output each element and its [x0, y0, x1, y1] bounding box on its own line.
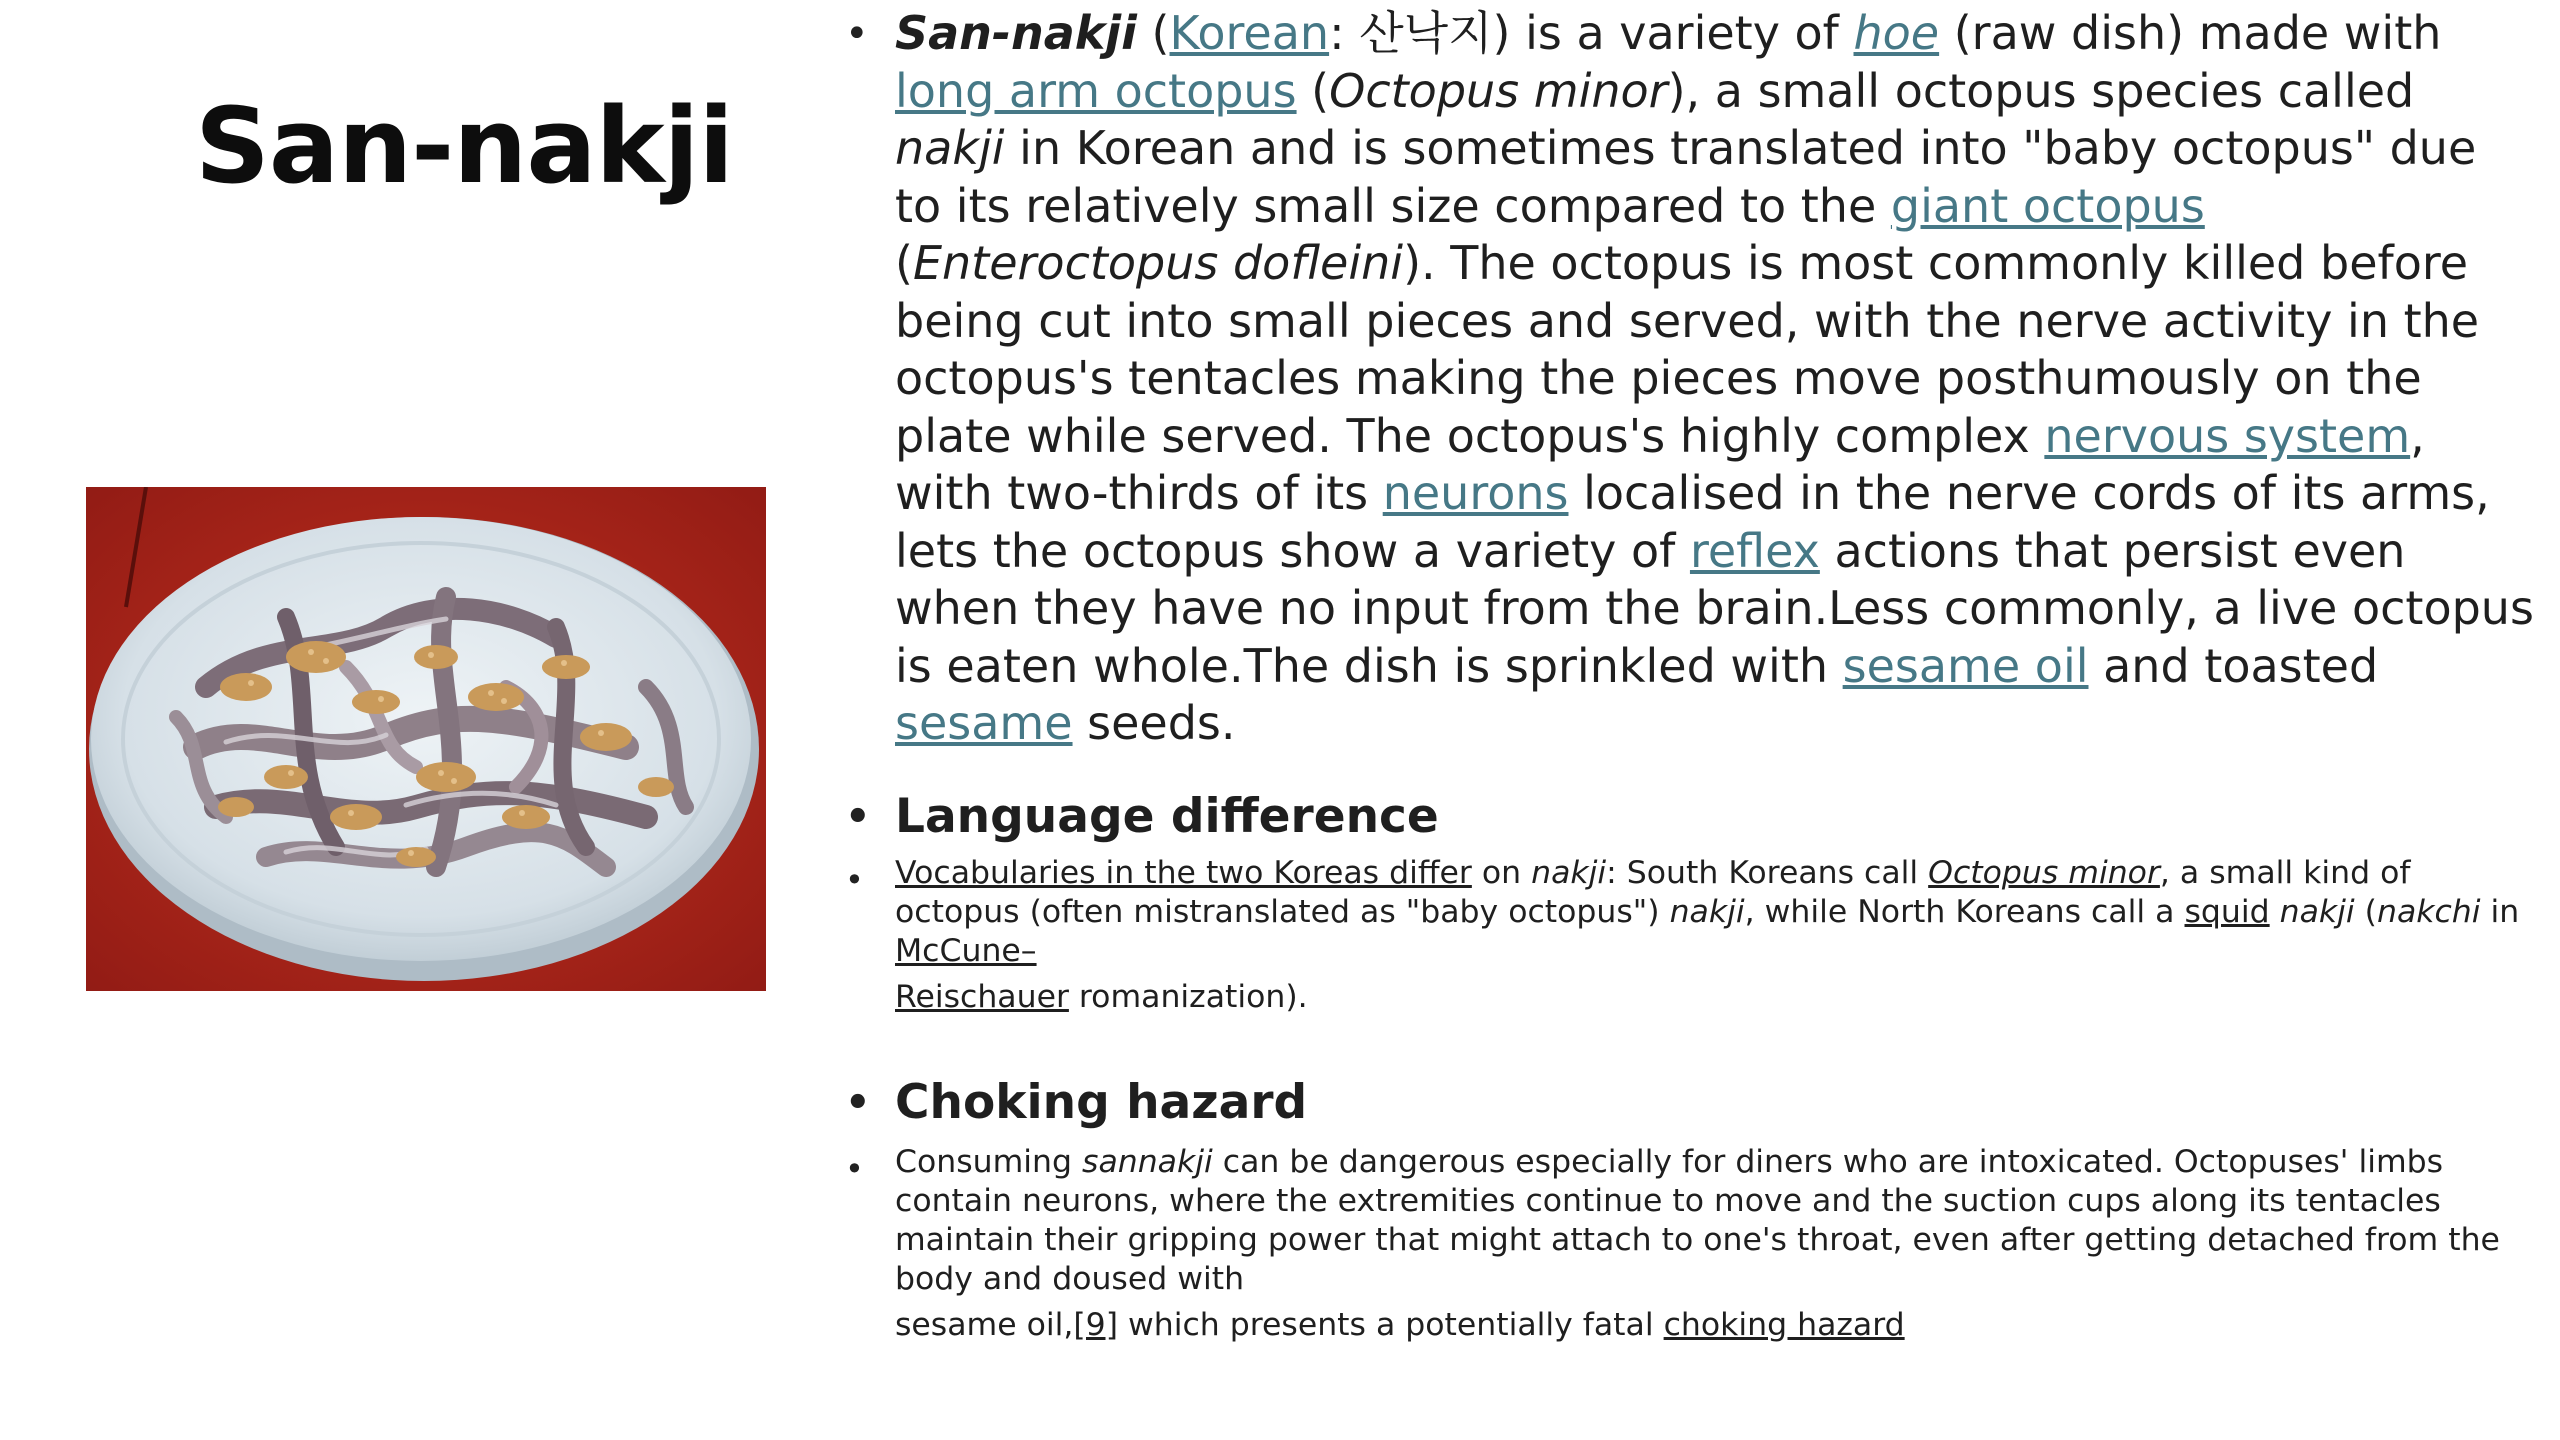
bullet: • — [845, 793, 871, 840]
link-hoe-text: hoe — [1853, 6, 1940, 60]
text-run: (raw dish) made with — [1939, 6, 2442, 60]
language-paragraph — [845, 854, 2535, 1024]
text-run: , a small kind of octopus (often mistranslated as "baby octopus") — [895, 854, 2411, 930]
text-run: actions that persist even when they have no input from the brain.Less commonly, a live octopus is eaten whole.The dish is sprinkled with — [895, 523, 2534, 693]
link-sesame-oil[interactable]: sesame oil — [1842, 638, 2089, 693]
link-reflex[interactable]: reflex — [1689, 523, 1820, 578]
term-nakji: nakji — [2279, 893, 2355, 930]
link-neurons[interactable]: neurons — [1382, 466, 1569, 520]
scientific-name: Octopus minor — [1329, 63, 1668, 118]
sannakji-photo-drawing — [86, 487, 766, 991]
link-giant-octopus[interactable]: giant octopus — [1890, 178, 2205, 233]
text-run: in — [2480, 893, 2520, 930]
last-line — [895, 979, 1308, 1015]
term-nakji: nakji — [895, 121, 1005, 175]
text-run: ( — [1296, 63, 1330, 118]
link-octopus-minor[interactable] — [1928, 855, 2160, 891]
text-run: localised in the nerve cords of its arms, lets the octopus show a variety of — [895, 466, 2490, 578]
bullet: • — [845, 860, 864, 899]
scientific-name: Enteroctopus dofleini — [912, 236, 1404, 290]
text-run: Consuming — [895, 1143, 1083, 1180]
text-run: sesame oil, — [895, 1306, 1074, 1343]
link-vocabularies-differ[interactable]: Vocabularies in the two Koreas differ — [895, 854, 1472, 891]
dish-name: San-nakji — [895, 6, 1137, 60]
text-run: ( — [2354, 893, 2377, 930]
text-run: on — [1471, 854, 1532, 891]
text-run: can be dangerous especially for diners who are intoxicated. Octopuses' limbs contain neurons, where the extremities continue to move and the suction cups along its tentacles maintain their gripping power that might attach to one's throat, even after getting detached from the body and doused with — [895, 1143, 2500, 1297]
text-run: in Korean and is sometimes translated into "baby octopus" due to its relatively small size compared to the — [895, 121, 2477, 233]
intro-paragraph — [845, 5, 2535, 753]
section-heading-language — [845, 785, 2535, 849]
heading-text: Language difference — [895, 788, 1439, 844]
sannakji-photo — [86, 487, 766, 991]
text-run: : 산낙지) is a variety of — [1329, 6, 1854, 60]
text-run: romanization). — [1068, 978, 1308, 1015]
text-run: ( — [1136, 6, 1170, 60]
text-run: seeds. — [1072, 696, 1236, 750]
text-run: , with two-thirds of its — [895, 408, 2425, 520]
link-nervous-system[interactable]: nervous system — [2044, 408, 2411, 463]
link-mccune-reischauer[interactable]: Reischauer — [895, 978, 1069, 1015]
term-nakji: nakji — [1531, 854, 1607, 891]
bullet: • — [845, 1149, 864, 1188]
bullet: • — [845, 1079, 871, 1126]
heading-text: Choking hazard — [895, 1074, 1308, 1130]
text-run: which presents a potentially fatal — [1118, 1306, 1664, 1343]
text-run: ( — [895, 236, 913, 290]
choking-paragraph — [845, 1143, 2535, 1352]
link-korean[interactable]: Korean — [1169, 6, 1330, 60]
link-choking-hazard[interactable]: choking hazard — [1663, 1306, 1905, 1343]
text-run — [2270, 894, 2280, 930]
term-nakji: nakji — [1669, 893, 1745, 930]
link-sesame[interactable]: sesame — [895, 696, 1073, 750]
text-run: ). The octopus is most commonly killed before being cut into small pieces and served, with the nerve activity in the octopus's tentacles making the pieces move posthumously on the plate while served. The octopus's highly complex — [895, 236, 2480, 463]
text-run: : South Koreans call — [1606, 854, 1929, 891]
link-citation-9[interactable]: [9] — [1073, 1306, 1118, 1343]
section-heading-choking — [845, 1071, 2535, 1135]
text-run: and toasted — [2088, 638, 2379, 693]
link-octopus-minor-text: Octopus minor — [1928, 854, 2160, 891]
slide-content — [845, 0, 2535, 1352]
link-squid[interactable]: squid — [2184, 893, 2270, 930]
slide-title: San-nakji — [195, 85, 733, 207]
term-nakchi: nakchi — [2376, 893, 2481, 930]
bullet: • — [845, 11, 869, 57]
link-hoe[interactable] — [1854, 6, 1940, 60]
link-long-arm-octopus[interactable]: long arm octopus — [895, 63, 1297, 118]
text-run: , while North Koreans call a — [1744, 893, 2185, 930]
last-line — [895, 1307, 1905, 1343]
text-run: ), a small octopus species called — [1667, 63, 2415, 118]
link-mccune-reischauer[interactable]: McCune– — [895, 932, 1037, 969]
term-sannakji: sannakji — [1082, 1143, 1213, 1180]
